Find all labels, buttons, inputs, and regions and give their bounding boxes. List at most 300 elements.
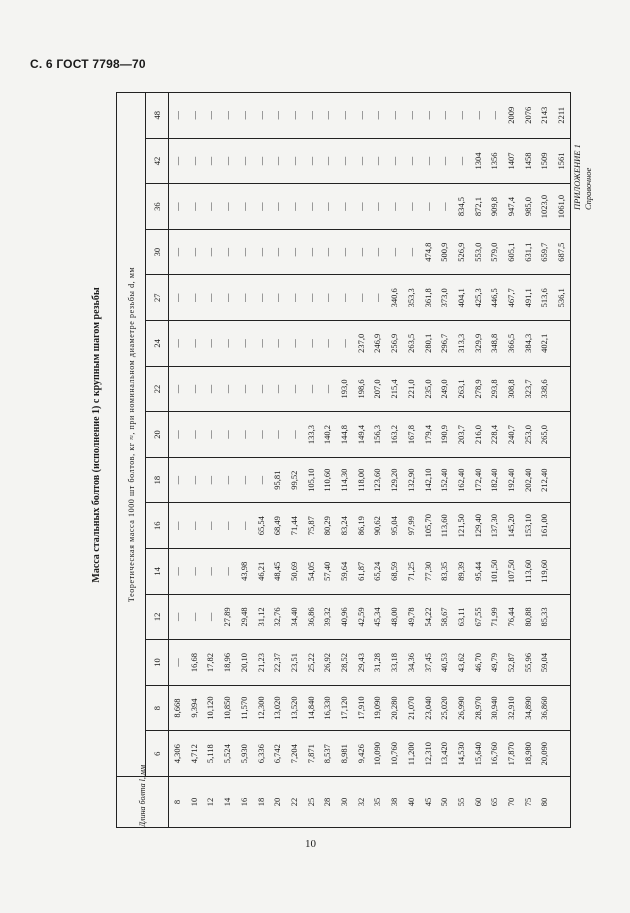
mass-cell: 76,44	[503, 594, 520, 640]
mass-cell: 80,29	[319, 503, 336, 549]
mass-cell: 446,5	[486, 275, 503, 321]
mass-header: Теоретическая масса 1000 шт болтов, кг ≈, при номинальном диаметре резьбы d, мм	[117, 92, 146, 776]
mass-cell: —	[236, 275, 253, 321]
mass-cell: 20,280	[386, 685, 403, 731]
mass-cell: 296,7	[436, 321, 453, 367]
mass-cell: —	[219, 275, 236, 321]
length-cell: 40	[403, 777, 420, 828]
mass-cell: 553,0	[470, 229, 487, 275]
mass-cell: 193,0	[336, 366, 353, 412]
mass-cell: —	[303, 229, 320, 275]
mass-cell: 11,200	[403, 731, 420, 777]
mass-cell: —	[403, 184, 420, 230]
mass-cell: 203,7	[453, 412, 470, 458]
mass-cell: —	[453, 138, 470, 184]
mass-cell: 95,44	[470, 549, 487, 595]
mass-cell: 29,48	[236, 594, 253, 640]
mass-cell	[553, 457, 570, 503]
table-row	[303, 92, 320, 827]
mass-cell: —	[219, 412, 236, 458]
mass-cell: 6,742	[269, 731, 286, 777]
mass-cell: 34,36	[403, 640, 420, 686]
mass-cell: 105,70	[420, 503, 437, 549]
mass-cell: 1407	[503, 138, 520, 184]
mass-cell: —	[353, 92, 370, 138]
mass-cell: 57,40	[319, 549, 336, 595]
mass-cell: 31,12	[253, 594, 270, 640]
mass-cell: 19,090	[369, 685, 386, 731]
mass-cell: 49,78	[403, 594, 420, 640]
mass-cell: 40,96	[336, 594, 353, 640]
mass-cell: 308,8	[503, 366, 520, 412]
mass-cell: 293,8	[486, 366, 503, 412]
mass-cell: 163,2	[386, 412, 403, 458]
mass-cell: 26,990	[453, 685, 470, 731]
mass-cell: 129,40	[470, 503, 487, 549]
mass-cell: 23,040	[420, 685, 437, 731]
mass-cell: 263,1	[453, 366, 470, 412]
mass-cell: —	[186, 549, 203, 595]
length-cell	[553, 777, 570, 828]
mass-cell: 123,60	[369, 457, 386, 503]
mass-cell: 13,420	[436, 731, 453, 777]
mass-cell: 58,67	[436, 594, 453, 640]
mass-cell: 605,1	[503, 229, 520, 275]
mass-cell: 32,910	[503, 685, 520, 731]
mass-cell: —	[186, 457, 203, 503]
diameter-header: 24	[146, 321, 169, 367]
mass-cell: 240,7	[503, 412, 520, 458]
mass-cell: —	[236, 366, 253, 412]
diameter-header-row	[146, 92, 169, 827]
mass-cell: —	[169, 275, 186, 321]
mass-cell: 45,34	[369, 594, 386, 640]
mass-cell: —	[169, 92, 186, 138]
mass-cell: —	[236, 412, 253, 458]
mass-cell: —	[186, 503, 203, 549]
mass-cell: —	[269, 138, 286, 184]
mass-cell: —	[403, 138, 420, 184]
mass-cell: —	[336, 184, 353, 230]
length-cell: 32	[353, 777, 370, 828]
mass-cell: 52,87	[503, 640, 520, 686]
mass-cell: —	[420, 138, 437, 184]
length-cell: 80	[536, 777, 553, 828]
mass-cell: 39,32	[319, 594, 336, 640]
length-cell: 70	[503, 777, 520, 828]
length-cell: 10	[186, 777, 203, 828]
mass-cell: 872,1	[470, 184, 487, 230]
mass-cell: 7,204	[286, 731, 303, 777]
mass-cell: 12,310	[420, 731, 437, 777]
mass-cell: 361,8	[420, 275, 437, 321]
mass-cell: —	[169, 457, 186, 503]
mass-cell: 10,090	[369, 731, 386, 777]
mass-cell: 8,537	[319, 731, 336, 777]
mass-cell: 2211	[553, 92, 570, 138]
mass-cell: 34,890	[520, 685, 537, 731]
mass-cell: 95,04	[386, 503, 403, 549]
mass-cell: —	[386, 138, 403, 184]
mass-cell: —	[369, 275, 386, 321]
mass-cell: 834,5	[453, 184, 470, 230]
mass-cell: 152,40	[436, 457, 453, 503]
mass-cell: 27,89	[219, 594, 236, 640]
mass-cell: 5,524	[219, 731, 236, 777]
mass-cell: —	[336, 275, 353, 321]
mass-cell: 1458	[520, 138, 537, 184]
mass-cell: 133,3	[303, 412, 320, 458]
mass-cell: —	[286, 229, 303, 275]
mass-cell: —	[202, 92, 219, 138]
mass-cell: 404,1	[453, 275, 470, 321]
mass-cell: 121,50	[453, 503, 470, 549]
mass-cell: 43,62	[453, 640, 470, 686]
mass-cell: —	[319, 138, 336, 184]
mass-cell: 536,1	[553, 275, 570, 321]
mass-cell	[553, 685, 570, 731]
mass-cell: 54,22	[420, 594, 437, 640]
mass-cell: 6,336	[253, 731, 270, 777]
mass-cell: 280,1	[420, 321, 437, 367]
mass-cell: —	[470, 92, 487, 138]
mass-cell: 235,0	[420, 366, 437, 412]
table-row	[269, 92, 286, 827]
table-row	[536, 92, 553, 827]
mass-cell	[553, 366, 570, 412]
mass-cell: 246,9	[369, 321, 386, 367]
length-column-header: Длина болта l, мм	[117, 777, 169, 828]
mass-cell: 12,300	[253, 685, 270, 731]
mass-cell: 20,10	[236, 640, 253, 686]
table-row	[236, 92, 253, 827]
table-row	[436, 92, 453, 827]
mass-cell: —	[253, 457, 270, 503]
mass-cell: 110,60	[319, 457, 336, 503]
diameter-header: 8	[146, 685, 169, 731]
mass-cell: 97,99	[403, 503, 420, 549]
mass-cell: 384,3	[520, 321, 537, 367]
mass-cell: 7,871	[303, 731, 320, 777]
mass-cell: 353,3	[403, 275, 420, 321]
mass-cell: 17,120	[336, 685, 353, 731]
mass-cell: —	[453, 92, 470, 138]
mass-cell: —	[202, 503, 219, 549]
mass-cell: 1561	[553, 138, 570, 184]
mass-cell: —	[169, 549, 186, 595]
appendix-title: ПРИЛОЖЕНИЕ 1	[572, 144, 582, 210]
mass-cell: 491,1	[520, 275, 537, 321]
mass-cell: —	[186, 366, 203, 412]
mass-cell: 207,0	[369, 366, 386, 412]
mass-cell: 23,51	[286, 640, 303, 686]
table-row	[286, 92, 303, 827]
mass-cell: 33,18	[386, 640, 403, 686]
length-cell: 60	[470, 777, 487, 828]
mass-cell: 59,04	[536, 640, 553, 686]
mass-cell: 985,0	[520, 184, 537, 230]
mass-cell: 190,9	[436, 412, 453, 458]
mass-cell: 9,394	[186, 685, 203, 731]
appendix-label-area	[572, 90, 592, 210]
mass-cell: 21,23	[253, 640, 270, 686]
mass-cell: 237,0	[353, 321, 370, 367]
mass-cell: —	[202, 366, 219, 412]
mass-cell: —	[219, 184, 236, 230]
mass-cell: 17,82	[202, 640, 219, 686]
mass-cell: —	[236, 184, 253, 230]
mass-cell: 40,53	[436, 640, 453, 686]
mass-cell: —	[303, 92, 320, 138]
mass-cell: 68,59	[386, 549, 403, 595]
table-row	[486, 92, 503, 827]
mass-cell: 402,1	[536, 321, 553, 367]
mass-cell: 526,9	[453, 229, 470, 275]
diameter-header: 48	[146, 92, 169, 138]
length-cell: 25	[303, 777, 320, 828]
mass-cell: —	[186, 138, 203, 184]
mass-cell: 1061,0	[553, 184, 570, 230]
mass-cell: —	[303, 184, 320, 230]
mass-cell: 162,40	[453, 457, 470, 503]
mass-cell: —	[186, 275, 203, 321]
mass-cell: —	[186, 321, 203, 367]
mass-cell: —	[353, 138, 370, 184]
mass-cell: —	[169, 594, 186, 640]
diameter-header: 20	[146, 412, 169, 458]
mass-cell: —	[319, 321, 336, 367]
mass-cell: 909,8	[486, 184, 503, 230]
mass-cell: 2009	[503, 92, 520, 138]
appendix-subtitle: Справочное	[583, 167, 593, 210]
mass-cell: —	[253, 184, 270, 230]
mass-cell: 425,3	[470, 275, 487, 321]
mass-cell: 348,8	[486, 321, 503, 367]
length-cell: 28	[319, 777, 336, 828]
mass-cell: —	[202, 549, 219, 595]
mass-cell: 228,4	[486, 412, 503, 458]
length-cell: 8	[169, 777, 186, 828]
mass-cell: 198,6	[353, 366, 370, 412]
mass-cell: —	[336, 229, 353, 275]
mass-cell: —	[369, 229, 386, 275]
table-row	[219, 92, 236, 827]
diameter-header: 16	[146, 503, 169, 549]
mass-cell: —	[169, 184, 186, 230]
table-row	[336, 92, 353, 827]
mass-cell: 1023,0	[536, 184, 553, 230]
mass-cell: 338,6	[536, 366, 553, 412]
mass-cell: —	[303, 275, 320, 321]
table-row	[253, 92, 270, 827]
mass-cell: —	[286, 275, 303, 321]
mass-cell: 17,910	[353, 685, 370, 731]
mass-cell: —	[253, 229, 270, 275]
mass-cell: 43,98	[236, 549, 253, 595]
mass-cell: 249,0	[436, 366, 453, 412]
mass-cell: —	[319, 184, 336, 230]
mass-cell: 253,0	[520, 412, 537, 458]
mass-cell: —	[403, 229, 420, 275]
mass-cell: 86,19	[353, 503, 370, 549]
diameter-header: 22	[146, 366, 169, 412]
mass-cell: —	[202, 275, 219, 321]
table-row	[403, 92, 420, 827]
mass-cell: —	[269, 275, 286, 321]
mass-cell: 80,88	[520, 594, 537, 640]
mass-cell: —	[219, 503, 236, 549]
mass-cell: 278,9	[470, 366, 487, 412]
mass-cell: 113,60	[436, 503, 453, 549]
diameter-header: 12	[146, 594, 169, 640]
table-row	[319, 92, 336, 827]
mass-cell: —	[353, 184, 370, 230]
mass-cell: 55,96	[520, 640, 537, 686]
table-row	[453, 92, 470, 827]
mass-cell: 256,9	[386, 321, 403, 367]
mass-cell: 15,640	[470, 731, 487, 777]
mass-cell: —	[353, 275, 370, 321]
mass-cell: 99,52	[286, 457, 303, 503]
mass-cell: —	[369, 184, 386, 230]
mass-cell: 340,6	[386, 275, 403, 321]
mass-cell: 36,86	[303, 594, 320, 640]
mass-cell: 366,5	[503, 321, 520, 367]
mass-cell: —	[286, 412, 303, 458]
mass-cell: 1356	[486, 138, 503, 184]
mass-cell: —	[202, 594, 219, 640]
mass-cell: —	[202, 229, 219, 275]
mass-cell: 46,21	[253, 549, 270, 595]
mass-cell: 14,840	[303, 685, 320, 731]
mass-cell: 5,118	[202, 731, 219, 777]
mass-cell: 83,24	[336, 503, 353, 549]
mass-cell: 265,0	[536, 412, 553, 458]
mass-cell: 13,520	[286, 685, 303, 731]
table-row	[503, 92, 520, 827]
mass-cell: 313,3	[453, 321, 470, 367]
mass-cell: 216,0	[470, 412, 487, 458]
mass-cell: 59,64	[336, 549, 353, 595]
mass-cell: —	[386, 229, 403, 275]
mass-cell	[553, 503, 570, 549]
table-row	[169, 92, 186, 827]
mass-cell: 11,570	[236, 685, 253, 731]
length-cell: 12	[202, 777, 219, 828]
mass-cell: —	[303, 138, 320, 184]
mass-cell: 75,87	[303, 503, 320, 549]
mass-cell: —	[202, 457, 219, 503]
mass-cell: —	[286, 366, 303, 412]
length-cell: 65	[486, 777, 503, 828]
length-cell: 18	[253, 777, 270, 828]
table-body	[169, 92, 571, 827]
diameter-header: 18	[146, 457, 169, 503]
mass-cell: 107,50	[503, 549, 520, 595]
mass-cell: —	[319, 229, 336, 275]
mass-cell: 142,10	[420, 457, 437, 503]
mass-cell: —	[269, 229, 286, 275]
bolt-mass-table	[116, 92, 571, 828]
mass-cell: 16,760	[486, 731, 503, 777]
mass-cell: —	[186, 412, 203, 458]
mass-cell: 113,60	[520, 549, 537, 595]
mass-cell: 50,69	[286, 549, 303, 595]
mass-cell: —	[253, 321, 270, 367]
mass-cell: —	[336, 92, 353, 138]
mass-cell: 48,00	[386, 594, 403, 640]
mass-cell: 83,35	[436, 549, 453, 595]
mass-cell: —	[286, 321, 303, 367]
table-title: Масса стальных болтов (исполнение 1) с крупным шагом резьбы	[91, 287, 102, 583]
mass-cell: 46,70	[470, 640, 487, 686]
mass-cell: —	[386, 92, 403, 138]
mass-cell: 105,10	[303, 457, 320, 503]
mass-cell: 129,20	[386, 457, 403, 503]
mass-cell: 13,020	[269, 685, 286, 731]
mass-cell: 947,4	[503, 184, 520, 230]
mass-cell: 467,7	[503, 275, 520, 321]
length-cell: 75	[520, 777, 537, 828]
mass-cell: 61,87	[353, 549, 370, 595]
mass-cell: 32,76	[269, 594, 286, 640]
mass-cell: —	[202, 138, 219, 184]
page-number: 10	[305, 838, 316, 850]
table-row	[369, 92, 386, 827]
mass-cell: 26,92	[319, 640, 336, 686]
mass-cell: —	[219, 457, 236, 503]
mass-cell: —	[169, 503, 186, 549]
length-cell: 20	[269, 777, 286, 828]
mass-cell: —	[236, 229, 253, 275]
table-row	[520, 92, 537, 827]
mass-cell: —	[369, 138, 386, 184]
mass-cell: 137,30	[486, 503, 503, 549]
mass-cell: 132,90	[403, 457, 420, 503]
mass-cell: —	[253, 275, 270, 321]
mass-cell: 161,00	[536, 503, 553, 549]
diameter-header: 14	[146, 549, 169, 595]
mass-cell: 9,426	[353, 731, 370, 777]
mass-cell: 25,22	[303, 640, 320, 686]
mass-cell: 28,52	[336, 640, 353, 686]
mass-cell: —	[420, 92, 437, 138]
table-row	[202, 92, 219, 827]
mass-cell: —	[286, 92, 303, 138]
mass-cell: 34,40	[286, 594, 303, 640]
mass-cell: 118,00	[353, 457, 370, 503]
mass-cell: 119,60	[536, 549, 553, 595]
mass-cell: 8,668	[169, 685, 186, 731]
mass-cell: 2143	[536, 92, 553, 138]
mass-cell: 329,9	[470, 321, 487, 367]
mass-cell: 221,0	[403, 366, 420, 412]
mass-cell: 16,68	[186, 640, 203, 686]
mass-cell: 48,45	[269, 549, 286, 595]
mass-cell: —	[269, 412, 286, 458]
table-row	[420, 92, 437, 827]
mass-cell: —	[286, 184, 303, 230]
mass-cell: —	[269, 92, 286, 138]
mass-cell: 30,940	[486, 685, 503, 731]
mass-cell: —	[436, 184, 453, 230]
mass-cell: 36,860	[536, 685, 553, 731]
diameter-header: 10	[146, 640, 169, 686]
mass-cell: —	[202, 412, 219, 458]
mass-cell: 140,2	[319, 412, 336, 458]
mass-cell: 144,8	[336, 412, 353, 458]
mass-cell: —	[236, 321, 253, 367]
